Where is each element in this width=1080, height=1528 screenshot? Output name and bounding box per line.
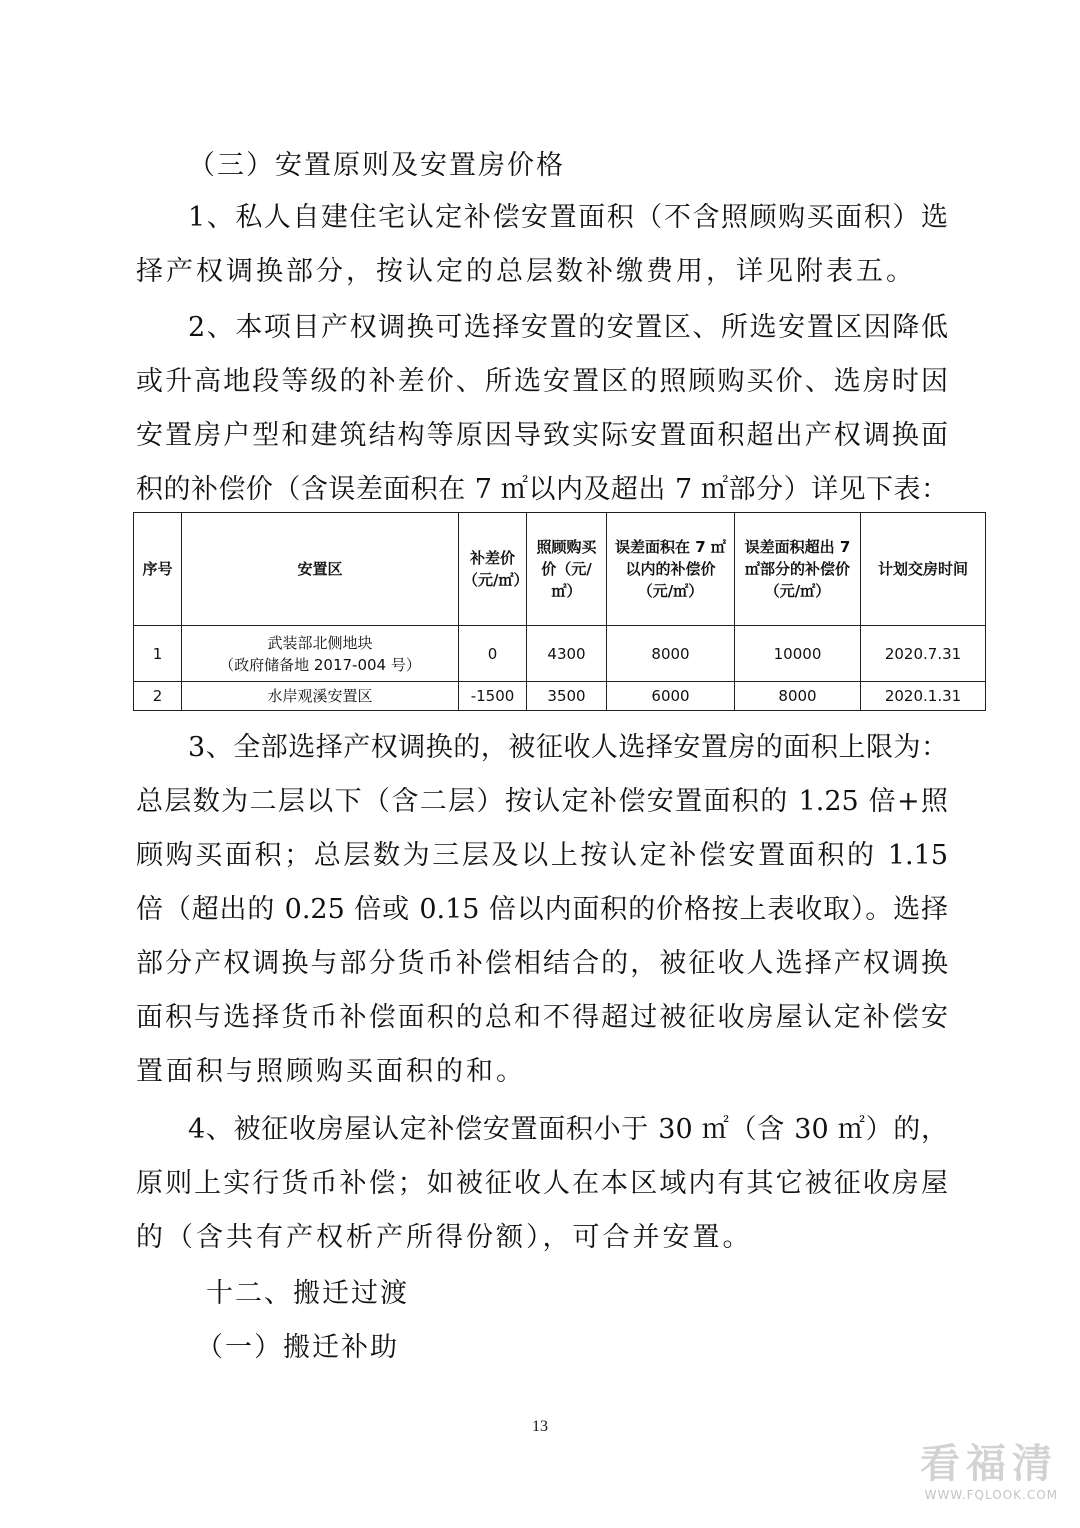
cell-delivery: 2020.7.31 [861,626,986,682]
header-diff-price: 补差价（元/㎡） [459,513,527,626]
section-heading: （三）安置原则及安置房价格 [188,150,565,181]
table-row [134,682,986,711]
para4-line3: 的（含共有产权析产所得份额），可合并安置。 [136,1222,753,1253]
para3-line3: 顾购买面积；总层数为三层及以上按认定补偿安置面积的 1.15 [136,840,948,871]
watermark [920,1442,1058,1502]
page-number: 13 [532,1418,548,1435]
para3-line7: 置面积与照顾购买面积的和。 [136,1056,526,1087]
watermark-url: WWW.FQLOOK.COM [924,1488,1058,1502]
cell-care-price: 4300 [527,626,607,682]
cell-diff-price: 0 [459,626,527,682]
header-over7: 误差面积超出 7 ㎡部分的补偿价（元/㎡） [735,513,861,626]
cell-diff-price: -1500 [459,682,527,711]
cell-seq: 1 [134,626,182,682]
para1-line2: 择产权调换部分，按认定的总层数补缴费用，详见附表五。 [136,256,916,287]
para4-line1: 4、被征收房屋认定补偿安置面积小于 30 ㎡（含 30 ㎡）的， [188,1114,948,1145]
cell-area-line2: （政府储备地 2017-004 号） [219,655,421,674]
cell-delivery: 2020.1.31 [861,682,986,711]
para3-line1: 3、全部选择产权调换的，被征收人选择安置房的面积上限为： [188,732,948,763]
table-row [134,626,986,682]
cell-over7: 10000 [735,626,861,682]
table-header-row [134,513,986,626]
cell-within7: 8000 [607,626,735,682]
header-delivery: 计划交房时间 [861,513,986,626]
para1-line1: 1、私人自建住宅认定补偿安置面积（不含照顾购买面积）选 [188,202,948,233]
para4-line2: 原则上实行货币补偿；如被征收人在本区域内有其它被征收房屋 [136,1168,948,1199]
cell-seq: 2 [134,682,182,711]
para2-line3: 安置房户型和建筑结构等原因导致实际安置面积超出产权调换面 [136,420,948,451]
cell-area [182,626,459,682]
para3-line4: 倍（超出的 0.25 倍或 0.15 倍以内面积的价格按上表收取）。选择 [136,894,948,925]
para3-line5: 部分产权调换与部分货币补偿相结合的，被征收人选择产权调换 [136,948,948,979]
para3-line6: 面积与选择货币补偿面积的总和不得超过被征收房屋认定补偿安 [136,1002,948,1033]
para3-line2: 总层数为二层以下（含二层）按认定补偿安置面积的 1.25 倍+照 [136,786,948,817]
sub-heading: （一）搬迁补助 [196,1332,399,1363]
cell-within7: 6000 [607,682,735,711]
cell-over7: 8000 [735,682,861,711]
cell-care-price: 3500 [527,682,607,711]
cell-area: 水岸观溪安置区 [182,682,459,711]
header-area: 安置区 [182,513,459,626]
para2-line4: 积的补偿价（含误差面积在 7 ㎡以内及超出 7 ㎡部分）详见下表： [136,474,948,505]
para2-line2: 或升高地段等级的补差价、所选安置区的照顾购买价、选房时因 [136,366,948,397]
header-seq: 序号 [134,513,182,626]
chapter-heading: 十二、搬迁过渡 [206,1278,409,1309]
header-care-price: 照顾购买价（元/㎡） [527,513,607,626]
para2-line1: 2、本项目产权调换可选择安置的安置区、所选安置区因降低 [188,312,948,343]
cell-area-line1: 武装部北侧地块 [267,633,373,652]
watermark-text: 看福清 [920,1441,1058,1487]
header-within7: 误差面积在 7 ㎡以内的补偿价（元/㎡） [607,513,735,626]
resettlement-price-table [133,512,986,711]
